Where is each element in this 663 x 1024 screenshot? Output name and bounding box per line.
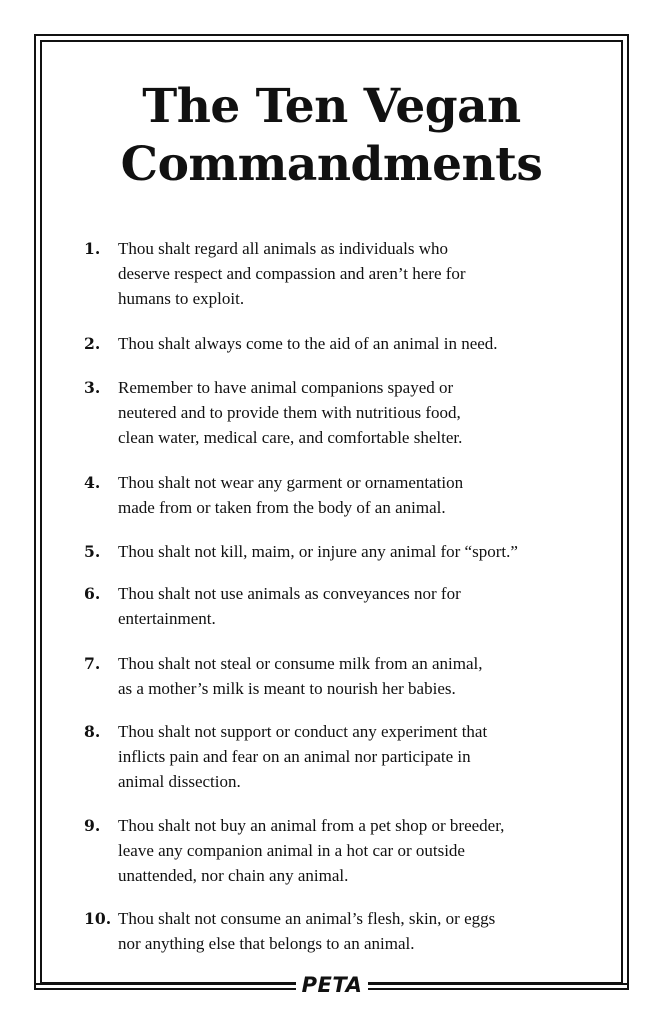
commandment-text: [118, 331, 584, 356]
commandment-8: [84, 719, 584, 794]
title-line-2: Commandments: [120, 137, 543, 192]
commandment-text-line: Thou shalt not consume an animal’s flesh, skin, or eggs: [118, 909, 496, 928]
commandment-number: 1.: [84, 239, 101, 258]
page-title: [40, 78, 623, 194]
commandment-text-line: made from or taken from the body of an animal.: [118, 498, 446, 517]
commandment-text-line: Thou shalt not support or conduct any experiment that: [118, 722, 488, 741]
commandment-text-line: Thou shalt not kill, maim, or injure any animal for “sport.”: [118, 542, 518, 561]
commandment-number: 3.: [84, 378, 101, 397]
commandment-7: [84, 651, 584, 701]
commandment-text-line: deserve respect and compassion and aren’t here for: [118, 264, 466, 283]
commandment-3: [84, 375, 584, 450]
commandment-number: 6.: [84, 584, 101, 603]
commandment-text-line: Thou shalt not wear any garment or ornamentation: [118, 473, 464, 492]
peta-logo: PETA: [296, 972, 368, 998]
footer-rule-right-outer: [368, 983, 627, 985]
commandment-text-line: inflicts pain and fear on an animal nor participate in: [118, 747, 471, 766]
commandment-text-line: entertainment.: [118, 609, 216, 628]
commandment-text: [118, 719, 584, 794]
commandment-number: 4.: [84, 473, 101, 492]
title-line-1: The Ten Vegan: [142, 79, 521, 134]
commandment-4: [84, 470, 584, 520]
commandment-number: 7.: [84, 654, 101, 673]
commandment-number: 5.: [84, 542, 101, 561]
commandment-number: 2.: [84, 334, 101, 353]
commandment-text-line: leave any companion animal in a hot car or outside: [118, 841, 465, 860]
commandment-text-line: humans to exploit.: [118, 289, 245, 308]
commandment-text: [118, 651, 584, 701]
commandment-text-line: Thou shalt always come to the aid of an animal in need.: [118, 334, 498, 353]
commandment-text: [118, 906, 584, 956]
commandment-5: [84, 539, 584, 564]
commandment-text: [118, 581, 584, 631]
commandment-6: [84, 581, 584, 631]
commandment-text-line: animal dissection.: [118, 772, 241, 791]
commandment-text: [118, 470, 584, 520]
commandment-text-line: Thou shalt not use animals as conveyances nor for: [118, 584, 461, 603]
commandment-text-line: Remember to have animal companions spayed or: [118, 378, 454, 397]
commandment-list: [84, 236, 584, 956]
commandment-text: [118, 813, 584, 888]
commandment-text-line: Thou shalt regard all animals as individuals who: [118, 239, 449, 258]
commandment-text-line: as a mother’s milk is meant to nourish her babies.: [118, 679, 456, 698]
commandment-10: [84, 906, 584, 956]
commandment-text-line: clean water, medical care, and comfortable shelter.: [118, 428, 463, 447]
commandment-text: [118, 539, 584, 564]
commandment-number: 8.: [84, 722, 101, 741]
commandment-number: 10.: [84, 909, 112, 928]
commandment-number: 9.: [84, 816, 101, 835]
commandment-text: [118, 236, 584, 311]
commandment-text-line: neutered and to provide them with nutritious food,: [118, 403, 461, 422]
commandment-text-line: unattended, nor chain any animal.: [118, 866, 349, 885]
commandment-2: [84, 331, 584, 356]
commandment-text-line: Thou shalt not steal or consume milk from an animal,: [118, 654, 483, 673]
commandment-1: [84, 236, 584, 311]
commandment-text: [118, 375, 584, 450]
footer-rule-left-outer: [36, 983, 296, 985]
commandment-9: [84, 813, 584, 888]
commandment-text-line: Thou shalt not buy an animal from a pet shop or breeder,: [118, 816, 505, 835]
commandment-text-line: nor anything else that belongs to an animal.: [118, 934, 415, 953]
